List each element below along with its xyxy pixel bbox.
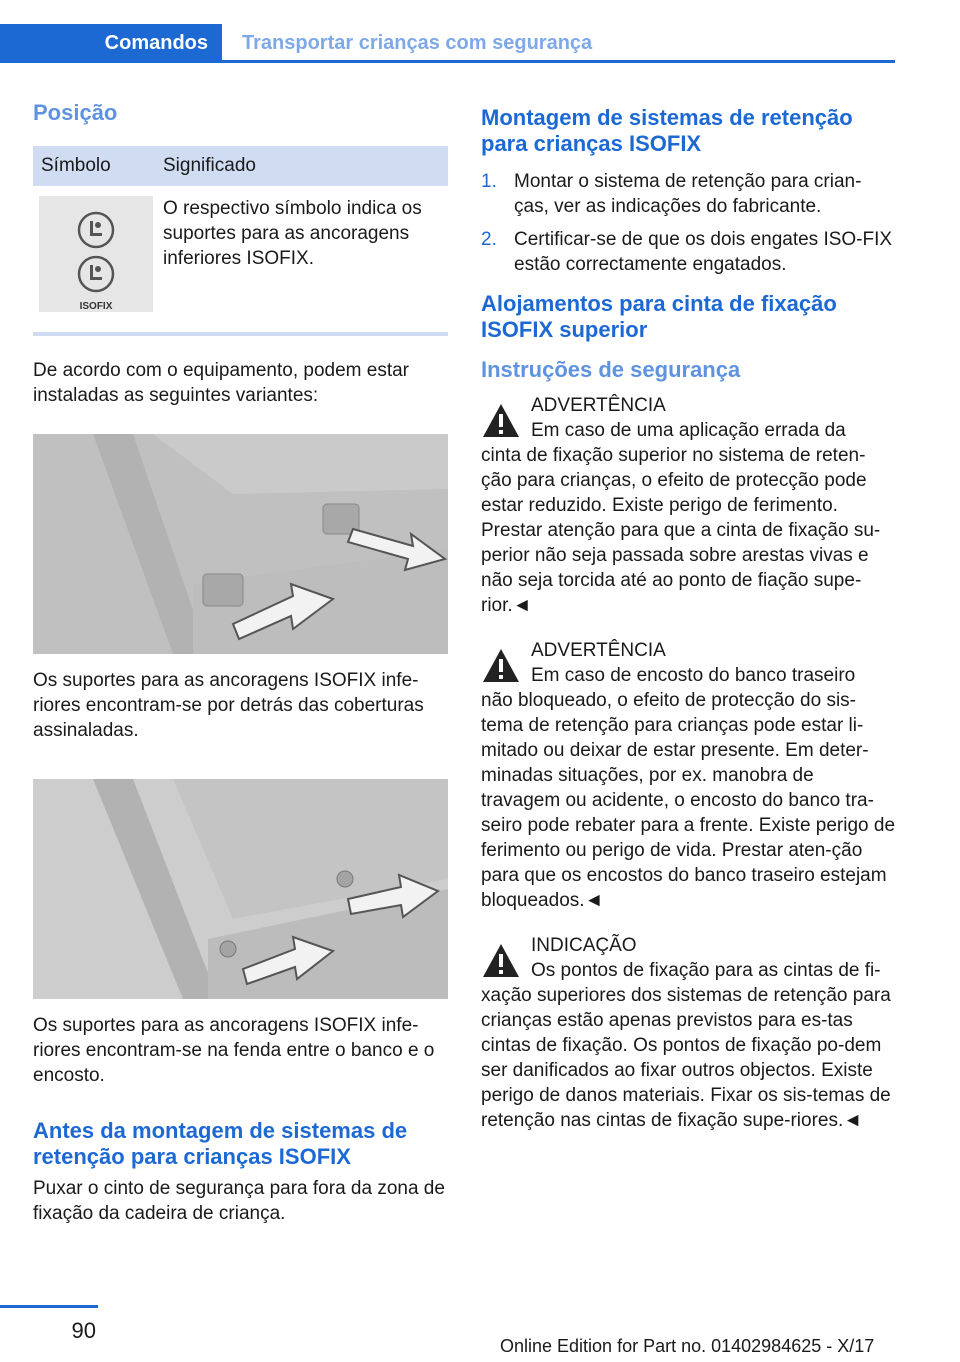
symbol-table bbox=[33, 146, 448, 322]
photo-seat-covers bbox=[33, 434, 448, 654]
notice-triangle-icon bbox=[481, 941, 521, 981]
page-header bbox=[0, 24, 895, 62]
step-text: Montar o sistema de retenção para crian-ças, ver as indicações do fabricante. bbox=[514, 171, 862, 217]
table-row bbox=[33, 186, 448, 322]
variants-text: De acordo com o equipamento, podem estar instaladas as seguintes variantes: bbox=[33, 360, 409, 406]
warning-triangle-icon bbox=[481, 646, 521, 686]
isofix-symbol-box bbox=[39, 196, 153, 312]
warning-title: ADVERTÊNCIA bbox=[531, 395, 666, 416]
section-title-antes: Antes da montagem de sistemas de retenção para crianças ISOFIX bbox=[33, 1118, 408, 1169]
table-bottom-rule bbox=[33, 332, 448, 336]
section-title-alojamentos: Alojamentos para cinta de fixação ISOFIX superior bbox=[481, 291, 837, 342]
isofix-seat-icon bbox=[76, 210, 116, 250]
page-number: 90 bbox=[71, 1318, 96, 1343]
seat-gap-illustration bbox=[33, 779, 448, 999]
warning-2 bbox=[481, 638, 896, 913]
step-number: 2. bbox=[481, 229, 497, 250]
header-divider bbox=[0, 60, 895, 63]
list-item bbox=[481, 227, 896, 277]
right-column bbox=[481, 100, 896, 1133]
warning-body: não bloqueado, o efeito de protecção do sis-tema de retenção para crianças pode estar li-mitado ou deixar de estar presente. Em deter-minadas situações, por ex. manobra de travagem ou acidente, o encosto do banco tra-seiro pode rebater para a frente. Existe perigo de ferimento ou perigo de vida. Prestar aten-ção para que os encostos do banco traseiro estejam bloqueados.◄ bbox=[481, 690, 896, 911]
mount-steps bbox=[481, 169, 896, 277]
section-title-seguranca: Instruções de segurança bbox=[481, 357, 741, 382]
notice-title: INDICAÇÃO bbox=[531, 935, 637, 956]
section-title-posicao: Posição bbox=[33, 100, 118, 125]
footer-edition: Online Edition for Part no. 01402984625 - X/17 bbox=[500, 1336, 875, 1356]
warning-first-line: Em caso de uma aplicação errada da bbox=[531, 420, 846, 441]
warning-title: ADVERTÊNCIA bbox=[531, 640, 666, 661]
isofix-anchor-icon bbox=[76, 254, 116, 294]
notice-first-line: Os pontos de fixação para as cintas de fi- bbox=[531, 960, 881, 981]
photo-seat-gap bbox=[33, 779, 448, 999]
warning-body: cinta de fixação superior no sistema de reten-ção para crianças, o efeito de protecção pode estar reduzido. Existe perigo de ferimento. Prestar atenção para que a cinta de fixação su-perior não seja passada sobre arestas vivas e não seja torcida até ao ponto de fiação supe-rior.◄ bbox=[481, 445, 881, 616]
left-column bbox=[33, 100, 448, 1226]
table-cell-meaning: O respectivo símbolo indica os suportes para as ancoragens inferiores ISOFIX. bbox=[163, 198, 422, 269]
caption-gap: Os suportes para as ancoragens ISOFIX infe-riores encontram-se na fenda entre o banco e o encosto. bbox=[33, 1015, 435, 1086]
step-number: 1. bbox=[481, 171, 497, 192]
isofix-icon-label: ISOFIX bbox=[79, 301, 113, 312]
step-text: Certificar-se de que os dois engates ISO-FIX estão correctamente engatados. bbox=[514, 229, 893, 275]
list-item bbox=[481, 169, 896, 219]
notice-body: xação superiores dos sistemas de retenção para crianças estão apenas previstos para es-tas cintas de fixação. Os pontos de fixação po-dem ser danificados ao fixar outros objectos. Existe perigo de danos materiais. Fixar os sis-temas de retenção nas cintas de fixação supe-riores.◄ bbox=[481, 985, 891, 1131]
table-header-meaning: Significado bbox=[155, 146, 448, 186]
notice-1 bbox=[481, 933, 896, 1133]
warning-first-line: Em caso de encosto do banco traseiro bbox=[531, 665, 856, 686]
table-header-symbol: Símbolo bbox=[33, 146, 155, 186]
section-title-montagem: Montagem de sistemas de retenção para crianças ISOFIX bbox=[481, 105, 853, 156]
warning-1 bbox=[481, 393, 896, 618]
tab-comandos[interactable]: Comandos bbox=[0, 24, 222, 62]
footer-divider bbox=[0, 1305, 98, 1308]
seat-covers-illustration bbox=[33, 434, 448, 654]
before-text: Puxar o cinto de segurança para fora da zona de fixação da cadeira de criança. bbox=[33, 1178, 445, 1224]
warning-triangle-icon bbox=[481, 401, 521, 441]
tab-transportar-criancas[interactable]: Transportar crianças com segurança bbox=[242, 31, 593, 54]
caption-covers: Os suportes para as ancoragens ISOFIX infe-riores encontram-se por detrás das coberturas assinaladas. bbox=[33, 670, 424, 741]
